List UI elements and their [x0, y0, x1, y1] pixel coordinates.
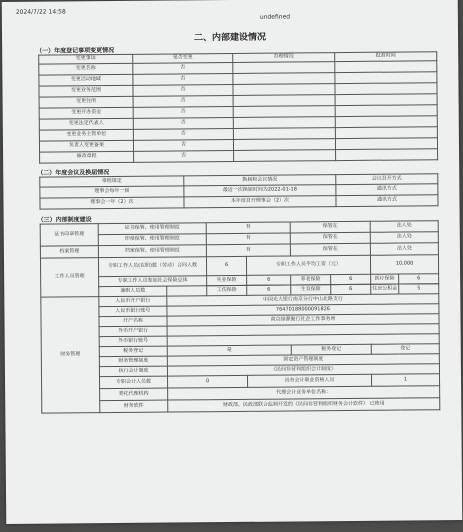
meeting-table [39, 173, 438, 209]
account-label: 人民币银行账号 [99, 306, 167, 317]
change-status: 否 [134, 150, 234, 162]
change-status: 否 [133, 95, 233, 107]
meeting-method: 通讯方式 [336, 184, 438, 196]
meeting-method: 通讯方式 [336, 195, 438, 207]
accounting-value: 《民间非营利组织会计制度》 [167, 364, 439, 376]
bylaw-rule: 理事会每年一届 [40, 186, 184, 198]
insurance-count: 5 [399, 284, 439, 294]
change-item: 变更活动地域 [39, 74, 133, 86]
account-name-value: 南京绿源聚行社企工作事务所 [167, 314, 439, 326]
change-item: 变更业务范围 [39, 85, 133, 97]
account-value: 76470188000091826 [167, 304, 439, 316]
fulltime-value: 6 [206, 256, 246, 275]
keeper-value: 法人处 [370, 232, 438, 244]
change-item: 变更住所 [39, 96, 133, 108]
insurance-type: 医疗保险 [371, 274, 399, 284]
document-page [2, 0, 463, 524]
tax-value: 是 [167, 345, 291, 356]
accountant-count-value: 0 [168, 375, 248, 388]
fx-bank-label: 外币开户银行 [99, 326, 167, 337]
accounting-label: 执行会计制度 [99, 366, 167, 377]
section1-heading: （一）年度登记事项变更情况 [36, 47, 115, 55]
col-header: 会议召开方式 [336, 174, 438, 185]
insurance-count: 6 [247, 285, 291, 295]
internal-system-table [40, 220, 441, 413]
archive-status: 有 [206, 244, 290, 257]
col-header: 章程规定 [40, 176, 184, 187]
finance-management-label: 财务管理 [41, 297, 100, 414]
insurance-type: 工伤保险 [207, 285, 247, 295]
table-row [40, 149, 438, 163]
keeper-label: 保管在 [290, 221, 370, 233]
change-status: 否 [133, 84, 233, 96]
insurance-count: 6 [331, 274, 371, 284]
page-title: 二、内部建设情况 [193, 32, 267, 44]
insurance-type: 住房公积金 [371, 284, 399, 294]
insurance-type: 生育保险 [291, 285, 331, 295]
tax-reg-label: 税务登记 [291, 344, 371, 355]
change-status: 否 [133, 117, 233, 129]
accountant-count-label: 专职会计人员数 [100, 376, 168, 389]
insurance-type: 失业保险 [207, 275, 247, 285]
cert-system: 证书保管、使用管理制度 [98, 223, 206, 235]
seal-system-status: 有 [206, 233, 290, 245]
change-item: 变更名称 [39, 63, 133, 75]
account-name-label: 开户名称 [99, 316, 167, 327]
change-status: 否 [133, 139, 233, 151]
bank-label: 人民币开户银行 [99, 296, 167, 307]
insurance-label: 专职工作人员参加社会保险总体 [99, 276, 207, 287]
col-header: 换届和会议情况 [184, 175, 336, 186]
software-label: 财务软件 [100, 400, 168, 413]
salary-label: 专职工作人员平均工资（元） [246, 255, 370, 275]
keeper-label: 保管在 [290, 232, 370, 244]
col-header: 办理情况 [233, 53, 335, 63]
insurance-count: 6 [399, 274, 439, 284]
bank-value: 中国光大银行南京分行中山北路支行 [167, 294, 439, 306]
change-status: 否 [133, 128, 233, 140]
change-status: 否 [133, 73, 233, 85]
fx-account-label: 外币银行账号 [99, 336, 167, 347]
staff-management-label: 工作人员管理 [40, 258, 98, 298]
print-timestamp: 2024/7/22 14:58 [15, 8, 66, 16]
cert-management-label: 证书印章管理 [40, 224, 98, 247]
salary-value: 10,000 [370, 255, 438, 275]
col-header: 批准时间 [335, 52, 437, 62]
parttime-label: 兼职人员数 [99, 286, 167, 297]
insurance-count: 6 [331, 284, 371, 294]
page-header-text: undefined [259, 13, 291, 21]
archive-system: 档案保管、使用管理制度 [98, 245, 206, 258]
registration-change-table [38, 51, 438, 163]
finance-system-value: 固定资产管理制度 [167, 354, 439, 366]
change-item: 修改章程 [40, 151, 134, 163]
keeper-label: 保管在 [290, 243, 370, 256]
seal-system: 印章保管、使用管理制度 [98, 234, 206, 246]
keeper-value: 法人处 [370, 243, 438, 256]
insurance-type: 养老保险 [291, 275, 331, 285]
meeting-status: 最近一次换届时间为2022-01-18 [184, 185, 336, 197]
finance-system-label: 财务管理制度 [99, 356, 167, 367]
change-item: 变更法定代表人 [39, 118, 133, 130]
section3-heading: （三）内部制度建设 [37, 216, 92, 224]
tax-reg-value: 登记 [371, 344, 439, 355]
tax-label: 税务登记 [99, 346, 167, 357]
meeting-status: 本年度召开理事会（2）次 [184, 196, 336, 208]
change-item: 变更业务主管单位 [39, 129, 133, 141]
bylaw-rule: 理事会一年（2）次 [40, 197, 184, 209]
fulltime-label: 专职工作人员(在职)数（劳动）合同人数 [98, 257, 206, 277]
change-status: 否 [133, 62, 233, 74]
agency-label: 委托代理机构 [100, 388, 168, 401]
insurance-count: 6 [247, 275, 291, 285]
section2-heading: （二）年度会议及换届情况 [37, 169, 110, 177]
change-item: 负责人变更备案 [39, 140, 133, 152]
parttime-value [167, 286, 207, 296]
certified-count-label: 具有会计职业资格人员 [247, 374, 371, 387]
change-status: 否 [133, 106, 233, 118]
software-value: 财政部、民政部联合监制开发的《民间非营利组织财务会计软件》 已使用 [168, 398, 440, 412]
table-row [40, 195, 438, 209]
cert-system-status: 有 [206, 222, 290, 234]
agency-value: 代理会计业务单位名称： [168, 386, 440, 400]
change-item: 变更开办资金 [39, 107, 133, 119]
certified-count-value: 1 [372, 374, 440, 387]
keeper-value: 法人处 [370, 221, 438, 233]
col-header: 变更事项 [39, 54, 133, 64]
archive-label: 档案管理 [40, 246, 98, 259]
col-header: 是否变更 [133, 53, 233, 63]
table-row [42, 398, 440, 413]
